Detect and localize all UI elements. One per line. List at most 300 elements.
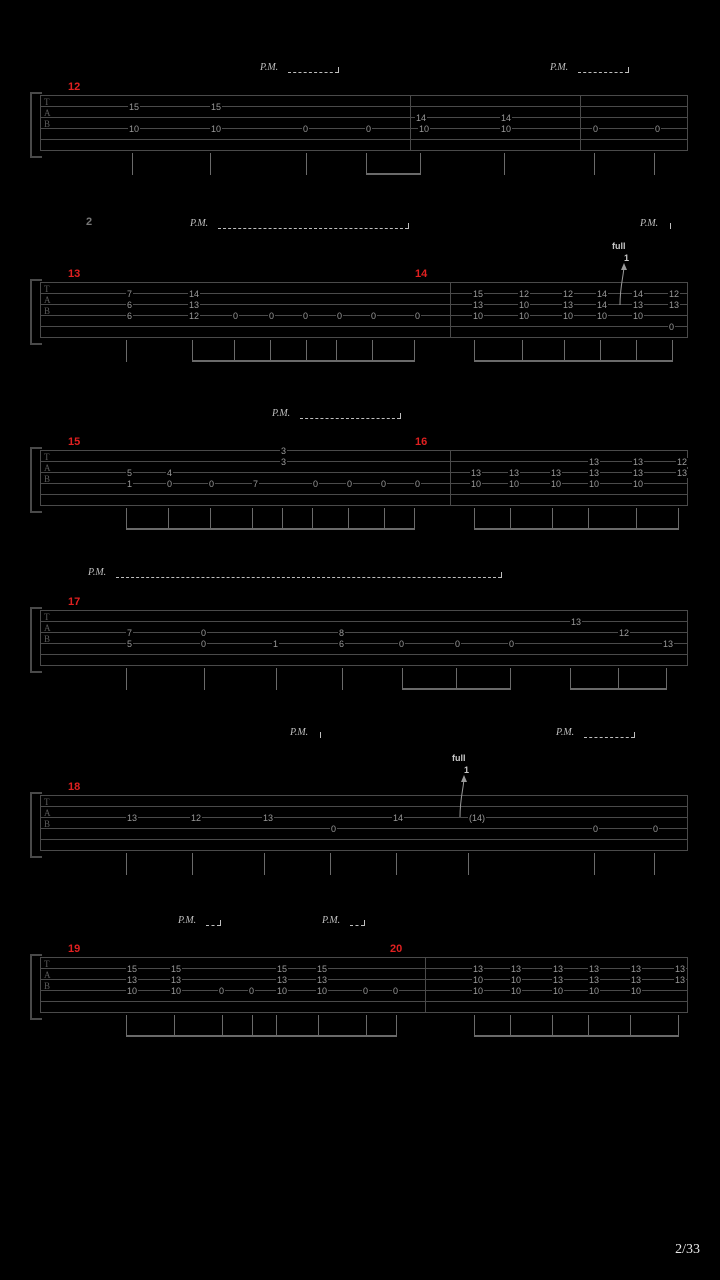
fret-number: 0 <box>337 311 343 321</box>
fret-number: 13 <box>277 975 288 985</box>
fret-number: 13 <box>675 964 686 974</box>
rhythm-stem <box>318 1015 319 1037</box>
palm-mute-bracket <box>300 418 400 420</box>
rhythm-beam <box>474 528 511 530</box>
rhythm-stem <box>672 340 673 362</box>
fret-number: 0 <box>655 124 661 134</box>
fret-number: 0 <box>381 479 387 489</box>
rhythm-stem <box>210 508 211 530</box>
fret-number: 0 <box>455 639 461 649</box>
fret-number: 0 <box>233 311 239 321</box>
palm-mute-label: P.M. <box>550 62 569 73</box>
staff-line <box>40 621 688 622</box>
bend-full-label: full <box>452 753 466 763</box>
barline <box>580 95 581 151</box>
measure-number: 14 <box>415 268 428 280</box>
rhythm-stem <box>666 668 667 690</box>
fret-number: 0 <box>331 824 337 834</box>
palm-mute-end <box>320 732 321 738</box>
fret-number: 0 <box>366 124 372 134</box>
barline <box>425 957 426 1013</box>
palm-mute-label: P.M. <box>88 567 107 578</box>
rhythm-stem <box>522 340 523 362</box>
fret-number: 13 <box>263 813 274 823</box>
rhythm-beam <box>192 360 235 362</box>
fret-number: 10 <box>171 986 182 996</box>
fret-number: 0 <box>363 986 369 996</box>
staff-start-barline <box>40 795 41 851</box>
fret-number: 0 <box>209 479 215 489</box>
fret-number: 10 <box>551 479 562 489</box>
staff-end-barline <box>687 795 688 851</box>
rhythm-stem <box>330 853 331 875</box>
staff-line <box>40 139 688 140</box>
rhythm-beam <box>474 1035 511 1037</box>
fret-number: 15 <box>277 964 288 974</box>
tab-clef-letter: A <box>44 623 51 633</box>
fret-number: 10 <box>597 311 608 321</box>
rhythm-beam <box>126 1035 175 1037</box>
rhythm-beam <box>372 360 415 362</box>
fret-number: 13 <box>127 813 138 823</box>
fret-number: 10 <box>211 124 222 134</box>
rhythm-stem <box>222 1015 223 1037</box>
rhythm-stem <box>570 668 571 690</box>
fret-number: 10 <box>419 124 430 134</box>
rhythm-stem <box>126 853 127 875</box>
bend-amount-label: 1 <box>624 253 630 263</box>
palm-mute-bracket <box>578 72 628 74</box>
rhythm-stem <box>678 508 679 530</box>
fret-number: 13 <box>631 964 642 974</box>
rhythm-beam <box>552 528 589 530</box>
tab-clef <box>44 612 51 645</box>
tab-clef <box>44 284 51 317</box>
palm-mute-end <box>364 920 365 926</box>
fret-number: 6 <box>127 311 133 321</box>
fret-number: 13 <box>571 617 582 627</box>
staff-end-barline <box>687 95 688 151</box>
fret-number: 1 <box>127 479 133 489</box>
rhythm-stem <box>552 508 553 530</box>
rhythm-stem <box>372 340 373 362</box>
fret-number: 15 <box>211 102 222 112</box>
staff-line <box>40 1012 688 1013</box>
rhythm-stem <box>252 1015 253 1037</box>
rhythm-stem <box>306 340 307 362</box>
fret-number: 10 <box>473 311 484 321</box>
tab-clef <box>44 959 51 992</box>
rhythm-beam <box>456 688 511 690</box>
rhythm-stem <box>126 668 127 690</box>
staff-line <box>40 315 688 316</box>
rhythm-stem <box>468 853 469 875</box>
barline <box>450 282 451 338</box>
staff-start-barline <box>40 610 41 666</box>
fret-number: 13 <box>669 300 680 310</box>
fret-number: 0 <box>201 639 207 649</box>
tab-clef <box>44 97 51 130</box>
rhythm-beam <box>552 1035 589 1037</box>
staff-line <box>40 326 688 327</box>
fret-number: 0 <box>269 311 275 321</box>
fret-number: 15 <box>171 964 182 974</box>
rhythm-beam <box>474 360 523 362</box>
rhythm-beam <box>336 360 373 362</box>
fret-number: 3 <box>281 457 287 467</box>
bend-full-label: full <box>612 241 626 251</box>
rhythm-beam <box>636 528 679 530</box>
rhythm-stem <box>264 853 265 875</box>
rhythm-stem <box>132 153 133 175</box>
rhythm-beam <box>600 360 637 362</box>
fret-number: 13 <box>189 300 200 310</box>
rhythm-beam <box>252 1035 277 1037</box>
fret-number: 0 <box>415 311 421 321</box>
palm-mute-end <box>408 223 409 229</box>
tab-clef-letter: T <box>44 612 50 622</box>
fret-number: 14 <box>597 289 608 299</box>
rhythm-stem <box>654 153 655 175</box>
rhythm-beam <box>402 688 457 690</box>
fret-number: 0 <box>167 479 173 489</box>
staff-line <box>40 337 688 338</box>
fret-number: 13 <box>589 975 600 985</box>
rhythm-beam <box>366 173 421 175</box>
fret-number: 14 <box>393 813 404 823</box>
rhythm-beam <box>588 528 637 530</box>
fret-number: 13 <box>633 457 644 467</box>
fret-number: 10 <box>519 311 530 321</box>
rhythm-beam <box>222 1035 253 1037</box>
bend-arrow-icon <box>446 773 486 818</box>
fret-number: 14 <box>633 289 644 299</box>
barline <box>450 450 451 506</box>
fret-number: 0 <box>669 322 675 332</box>
fret-number: 10 <box>127 986 138 996</box>
staff-line <box>40 117 688 118</box>
fret-number: 13 <box>663 639 674 649</box>
fret-number: (14) <box>469 813 486 823</box>
rhythm-stem <box>654 853 655 875</box>
fret-number: 10 <box>471 479 482 489</box>
measure-number: 12 <box>68 81 81 93</box>
fret-number: 13 <box>631 975 642 985</box>
fret-number: 13 <box>551 468 562 478</box>
rhythm-stem <box>618 668 619 690</box>
fret-number: 10 <box>631 986 642 996</box>
rhythm-beam <box>318 1035 367 1037</box>
staff-line <box>40 643 688 644</box>
palm-mute-end <box>634 732 635 738</box>
rhythm-stem <box>126 508 127 530</box>
fret-number: 5 <box>127 468 133 478</box>
rhythm-stem <box>270 340 271 362</box>
fret-number: 6 <box>127 300 133 310</box>
fret-number: 14 <box>501 113 512 123</box>
palm-mute-label: P.M. <box>640 218 659 229</box>
fret-number: 10 <box>473 986 484 996</box>
rhythm-beam <box>570 688 619 690</box>
staff-line <box>40 850 688 851</box>
rhythm-stem <box>474 508 475 530</box>
fret-number: 13 <box>553 964 564 974</box>
tab-clef-letter: T <box>44 97 50 107</box>
palm-mute-end <box>400 413 401 419</box>
rhythm-stem <box>630 1015 631 1037</box>
rhythm-beam <box>126 528 169 530</box>
fret-number: 10 <box>129 124 140 134</box>
measure-number: 19 <box>68 943 81 955</box>
fret-number: 0 <box>509 639 515 649</box>
rhythm-stem <box>210 153 211 175</box>
fret-number: 13 <box>675 975 686 985</box>
fret-number: 0 <box>249 986 255 996</box>
tab-clef-letter: B <box>44 119 51 129</box>
rhythm-beam <box>618 688 667 690</box>
tab-staff <box>40 610 688 666</box>
fret-number: 10 <box>589 479 600 489</box>
rhythm-stem <box>504 153 505 175</box>
palm-mute-label: P.M. <box>178 915 197 926</box>
rhythm-beam <box>270 360 307 362</box>
rhythm-beam <box>510 1035 553 1037</box>
rhythm-stem <box>552 1015 553 1037</box>
fret-number: 0 <box>593 824 599 834</box>
barline <box>410 95 411 151</box>
tab-clef-letter: B <box>44 474 51 484</box>
staff-line <box>40 654 688 655</box>
rhythm-beam <box>564 360 601 362</box>
rhythm-stem <box>282 508 283 530</box>
fret-number: 13 <box>633 468 644 478</box>
rhythm-stem <box>366 153 367 175</box>
rhythm-beam <box>588 1035 631 1037</box>
palm-mute-label: P.M. <box>272 408 291 419</box>
tab-clef-letter: A <box>44 463 51 473</box>
palm-mute-end <box>338 67 339 73</box>
fret-number: 13 <box>471 468 482 478</box>
measure-number: 13 <box>68 268 81 280</box>
palm-mute-end <box>501 572 502 578</box>
rhythm-stem <box>402 668 403 690</box>
palm-mute-bracket <box>350 925 364 927</box>
rhythm-beam <box>522 360 565 362</box>
fret-number: 12 <box>677 457 688 467</box>
tab-clef-letter: A <box>44 970 51 980</box>
fret-number: 13 <box>589 457 600 467</box>
fret-number: 10 <box>317 986 328 996</box>
tab-clef-letter: B <box>44 634 51 644</box>
fret-number: 13 <box>589 468 600 478</box>
tab-staff <box>40 282 688 338</box>
rhythm-stem <box>420 153 421 175</box>
fret-number: 10 <box>633 311 644 321</box>
fret-number: 0 <box>393 986 399 996</box>
fret-number: 1 <box>273 639 279 649</box>
fret-number: 0 <box>347 479 353 489</box>
rhythm-stem <box>396 853 397 875</box>
staff-start-barline <box>40 95 41 151</box>
rhythm-stem <box>342 668 343 690</box>
rhythm-stem <box>312 508 313 530</box>
rhythm-beam <box>630 1035 679 1037</box>
fret-number: 10 <box>501 124 512 134</box>
staff-line <box>40 282 688 283</box>
fret-number: 13 <box>171 975 182 985</box>
bend-amount-label: 1 <box>464 765 470 775</box>
measure-number: 15 <box>68 436 81 448</box>
rhythm-beam <box>282 528 313 530</box>
fret-number: 4 <box>167 468 173 478</box>
rhythm-beam <box>384 528 415 530</box>
rhythm-stem <box>168 508 169 530</box>
palm-mute-bracket <box>288 72 338 74</box>
tab-clef-letter: T <box>44 959 50 969</box>
fret-number: 0 <box>415 479 421 489</box>
rhythm-beam <box>636 360 673 362</box>
rhythm-stem <box>588 508 589 530</box>
staff-line <box>40 95 688 96</box>
staff-line <box>40 839 688 840</box>
rhythm-beam <box>174 1035 223 1037</box>
rhythm-beam <box>210 528 253 530</box>
fret-number: 14 <box>416 113 427 123</box>
fret-number: 8 <box>339 628 345 638</box>
palm-mute-bracket <box>206 925 220 927</box>
fret-number: 13 <box>677 468 688 478</box>
staff-start-barline <box>40 957 41 1013</box>
fret-number: 13 <box>127 975 138 985</box>
rhythm-stem <box>474 1015 475 1037</box>
fret-number: 10 <box>277 986 288 996</box>
staff-line <box>40 293 688 294</box>
rhythm-stem <box>594 153 595 175</box>
tab-staff <box>40 795 688 851</box>
staff-line <box>40 806 688 807</box>
palm-mute-label: P.M. <box>290 727 309 738</box>
fret-number: 12 <box>519 289 530 299</box>
fret-number: 0 <box>593 124 599 134</box>
palm-mute-bracket <box>116 577 501 579</box>
rhythm-stem <box>594 853 595 875</box>
tab-clef-letter: B <box>44 306 51 316</box>
fret-number: 6 <box>339 639 345 649</box>
fret-number: 0 <box>303 124 309 134</box>
fret-number: 13 <box>473 300 484 310</box>
rhythm-stem <box>564 340 565 362</box>
fret-number: 10 <box>553 986 564 996</box>
rhythm-stem <box>414 508 415 530</box>
fret-number: 0 <box>653 824 659 834</box>
page-number: 2/33 <box>675 1242 700 1257</box>
fret-number: 12 <box>563 289 574 299</box>
staff-line <box>40 632 688 633</box>
fret-number: 12 <box>669 289 680 299</box>
staff-start-barline <box>40 282 41 338</box>
palm-mute-label: P.M. <box>556 727 575 738</box>
rhythm-stem <box>366 1015 367 1037</box>
fret-number: 13 <box>563 300 574 310</box>
fret-number: 10 <box>633 479 644 489</box>
palm-mute-label: P.M. <box>260 62 279 73</box>
rhythm-stem <box>414 340 415 362</box>
staff-line <box>40 665 688 666</box>
fret-number: 7 <box>127 628 133 638</box>
fret-number: 10 <box>511 986 522 996</box>
palm-mute-label: P.M. <box>190 218 209 229</box>
fret-number: 15 <box>317 964 328 974</box>
rhythm-stem <box>348 508 349 530</box>
rhythm-stem <box>306 153 307 175</box>
staff-end-barline <box>687 610 688 666</box>
staff-line <box>40 505 688 506</box>
fret-number: 10 <box>519 300 530 310</box>
rhythm-beam <box>510 528 553 530</box>
rhythm-stem <box>510 508 511 530</box>
rhythm-beam <box>348 528 385 530</box>
palm-mute-end <box>220 920 221 926</box>
rhythm-beam <box>168 528 211 530</box>
staff-line <box>40 304 688 305</box>
fret-number: 10 <box>473 975 484 985</box>
staff-line <box>40 828 688 829</box>
rhythm-stem <box>678 1015 679 1037</box>
rhythm-stem <box>336 340 337 362</box>
rhythm-stem <box>396 1015 397 1037</box>
fret-number: 13 <box>511 964 522 974</box>
palm-mute-bracket <box>584 737 634 739</box>
rhythm-beam <box>306 360 337 362</box>
tab-clef <box>44 797 51 830</box>
rhythm-stem <box>204 668 205 690</box>
fret-number: 15 <box>473 289 484 299</box>
palm-mute-bracket <box>218 228 408 230</box>
rhythm-stem <box>510 668 511 690</box>
fret-number: 0 <box>303 311 309 321</box>
palm-mute-end <box>670 223 671 229</box>
rhythm-stem <box>276 1015 277 1037</box>
measure-number: 18 <box>68 781 81 793</box>
staff-line <box>40 1001 688 1002</box>
rhythm-stem <box>234 340 235 362</box>
palm-mute-end <box>628 67 629 73</box>
staff-line <box>40 450 688 451</box>
fret-number: 13 <box>317 975 328 985</box>
rhythm-stem <box>126 340 127 362</box>
fret-number: 13 <box>633 300 644 310</box>
tab-clef-letter: A <box>44 108 51 118</box>
rhythm-stem <box>174 1015 175 1037</box>
fret-number: 13 <box>509 468 520 478</box>
fret-number: 10 <box>511 975 522 985</box>
rhythm-stem <box>474 340 475 362</box>
fret-number: 14 <box>189 289 200 299</box>
tab-clef-letter: T <box>44 284 50 294</box>
fret-number: 15 <box>127 964 138 974</box>
staff-end-barline <box>687 957 688 1013</box>
fret-number: 14 <box>597 300 608 310</box>
fret-number: 13 <box>589 964 600 974</box>
rhythm-stem <box>588 1015 589 1037</box>
rhythm-stem <box>192 340 193 362</box>
fret-number: 5 <box>127 639 133 649</box>
fret-number: 3 <box>281 446 287 456</box>
tab-clef-letter: A <box>44 808 51 818</box>
rhythm-stem <box>636 508 637 530</box>
rhythm-stem <box>126 1015 127 1037</box>
rhythm-stem <box>600 340 601 362</box>
